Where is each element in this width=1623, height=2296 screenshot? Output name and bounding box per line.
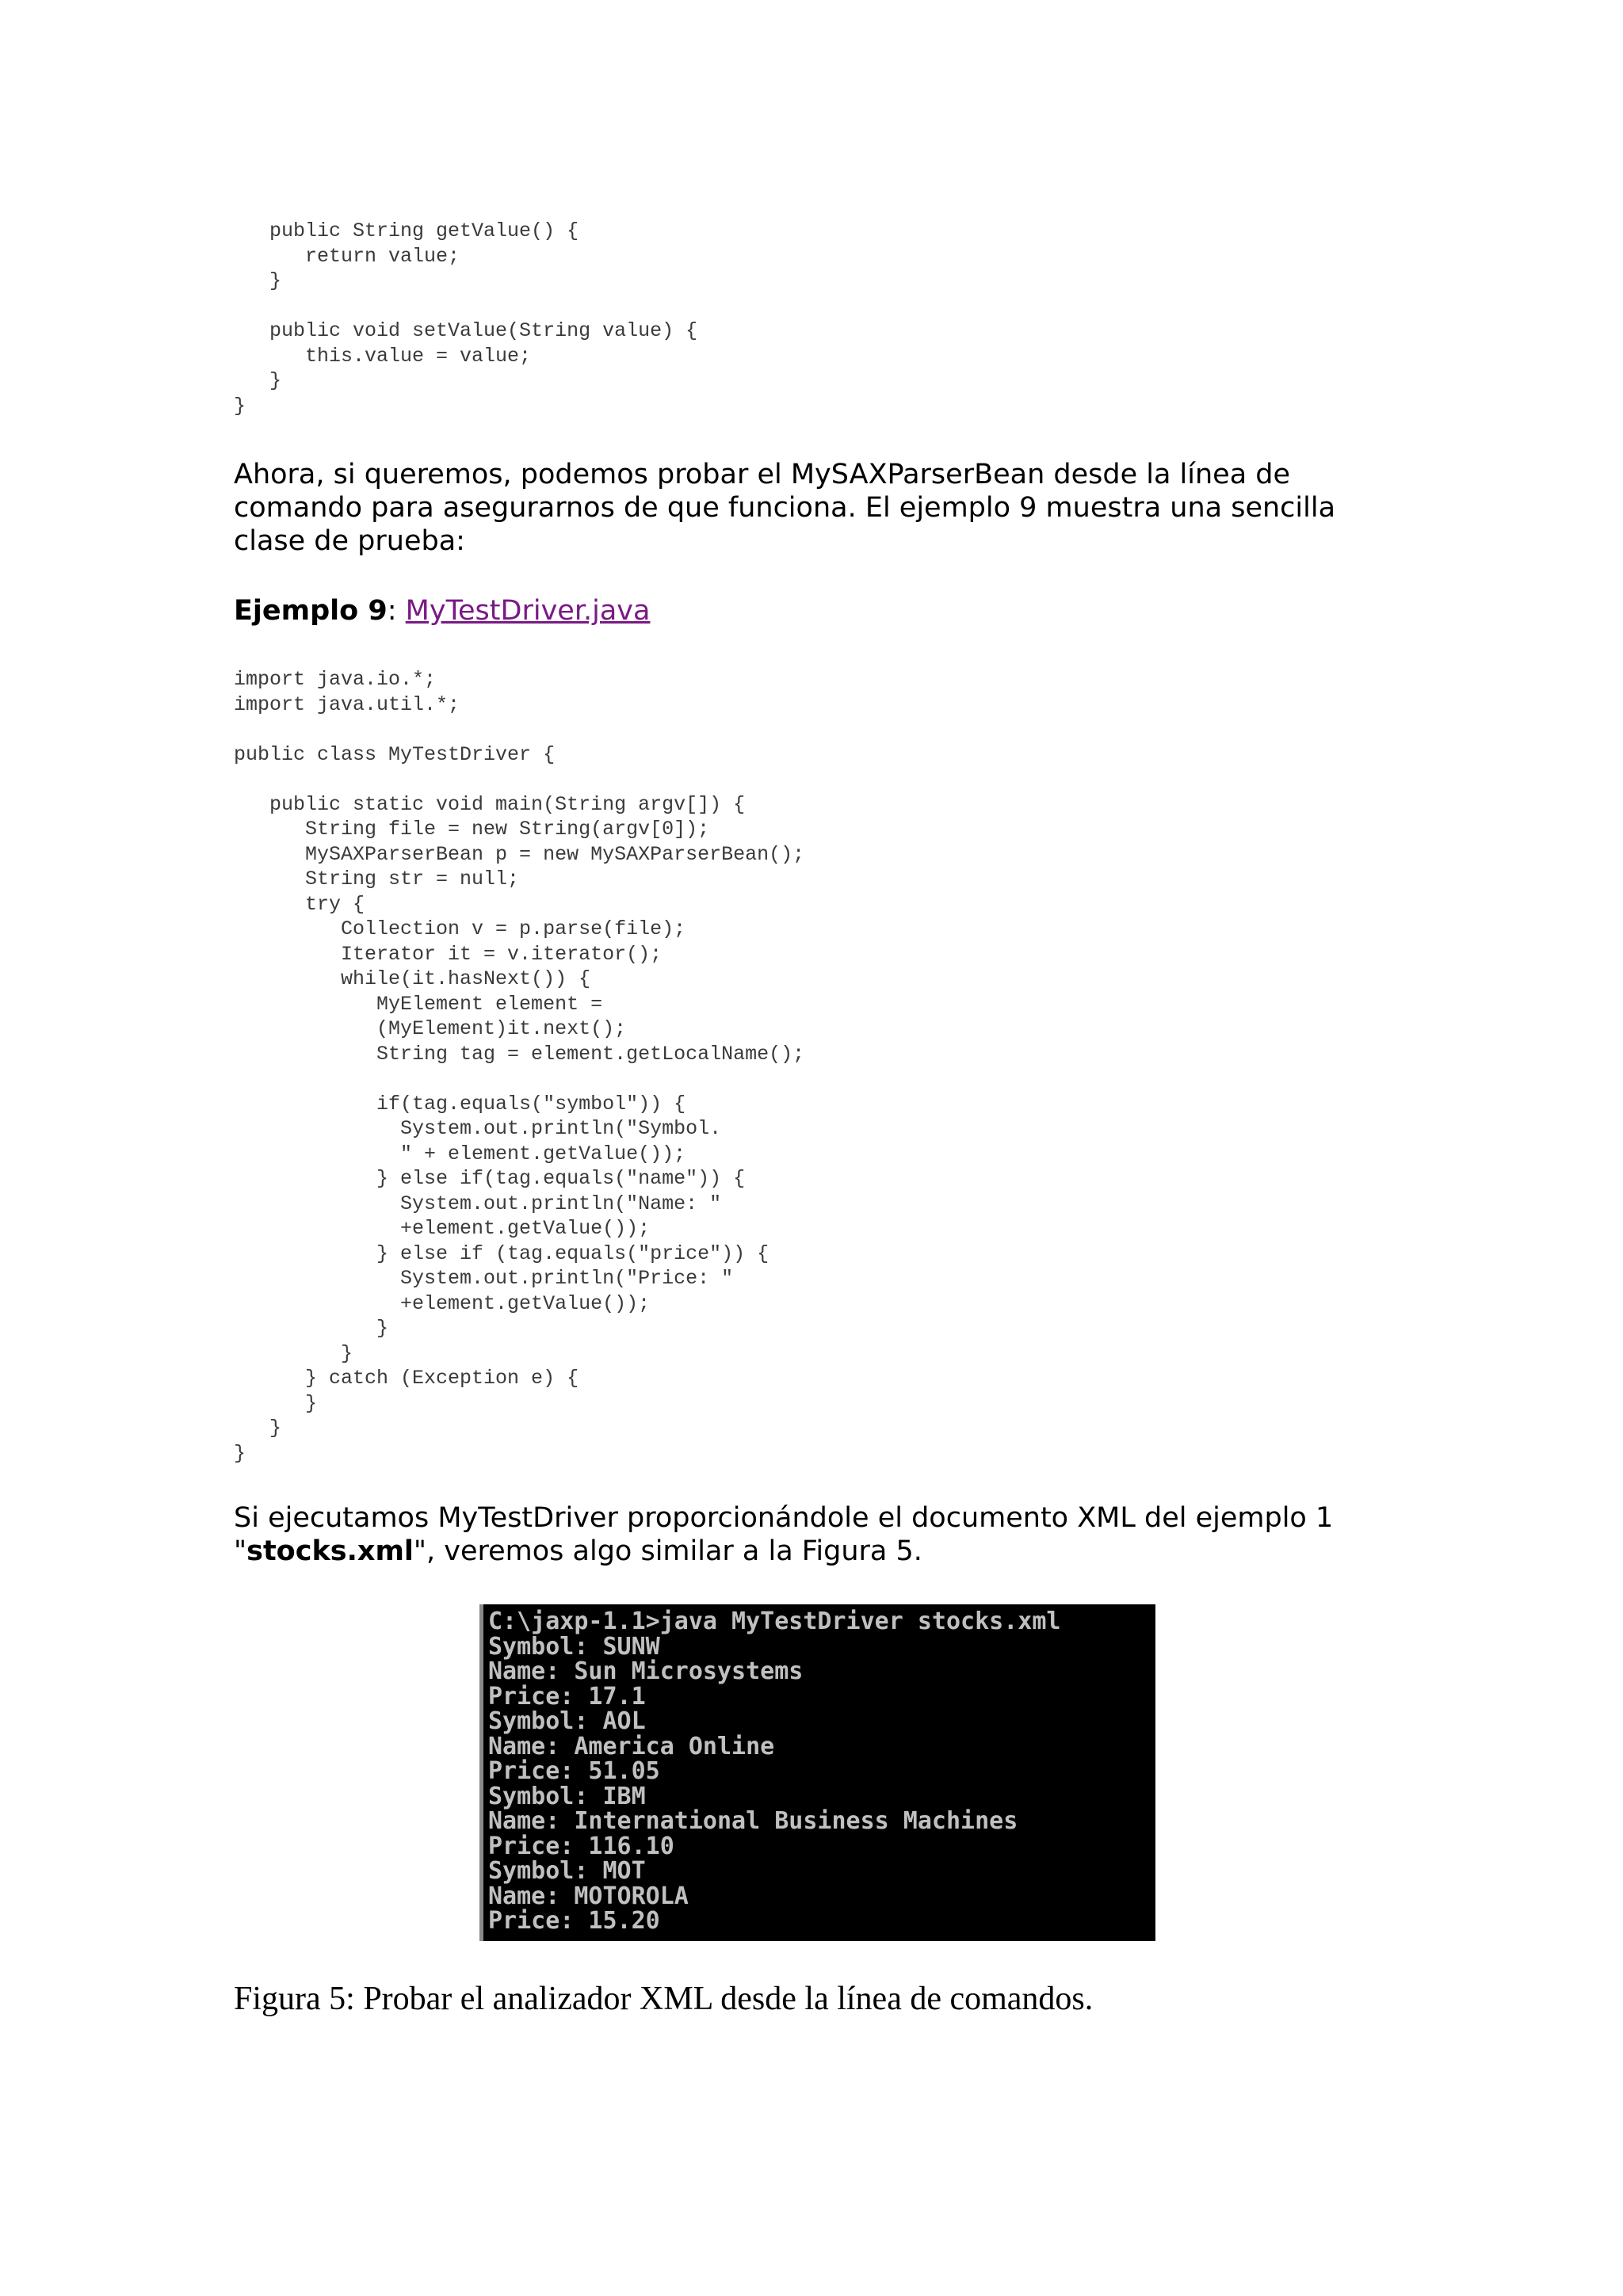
example-separator: : [387,595,406,627]
run-line-2 [234,1535,1333,1568]
terminal-screenshot [479,1604,1155,1941]
run-paragraph [234,1501,1333,1568]
example-heading [234,594,650,627]
intro-line-2: comando para asegurarnos de que funciona. El ejemplo 9 muestra una sencilla [234,492,1336,524]
figure-caption: Figura 5: Probar el analizador XML desde la línea de comandos. [234,1981,1094,2017]
run-line-1: Si ejecutamos MyTestDriver proporcionándole el documento XML del ejemplo 1 [234,1502,1334,1534]
example-label: Ejemplo 9 [234,595,388,627]
code-snippet-top: public String getValue() { return value; } public void setValue(String value) { this.value = value; } } [234,219,698,418]
run-line-2-rest: ", veremos algo similar a la Figura 5. [413,1535,922,1567]
intro-paragraph [234,458,1335,558]
example-file-link[interactable]: MyTestDriver.java [405,595,651,627]
quote-open: " [234,1535,247,1567]
file-name: stocks.xml [246,1535,414,1567]
intro-line-1: Ahora, si queremos, podemos probar el MySAXParserBean desde la línea de [234,459,1291,490]
intro-line-3: clase de prueba: [234,525,465,557]
code-example-mytestdriver: import java.io.*; import java.util.*; public class MyTestDriver { public static void main(String argv[]) { String file = new String(argv[0]); MySAXParserBean p = new MySAXParserBean(); String str = null; try { Collection v = p.parse(file); Iterator it = v.iterator(); while(it.hasNext()) { MyElement element = (MyElement)it.next(); String tag = element.getLocalName(); if(tag.equals("symbol")) { System.out.println("Symbol. " + element.getValue()); } else if(tag.equals("name")) { System.out.println("Name: " +element.getValue()); } else if (tag.equals("price")) { System.out.println("Price: " +element.getValue()); } } } catch (Exception e) { } } } [234,668,805,1465]
terminal-output: C:\jaxp-1.1>java MyTestDriver stocks.xml Symbol: SUNW Name: Sun Microsystems Price: 17.1 Symbol: AOL Name: America Online Price: 51.05 Symbol: IBM Name: International Business Machines Price: 116.10 Symbol: MOT Name: MOTOROLA Price: 15.20 [488,1608,1061,1935]
